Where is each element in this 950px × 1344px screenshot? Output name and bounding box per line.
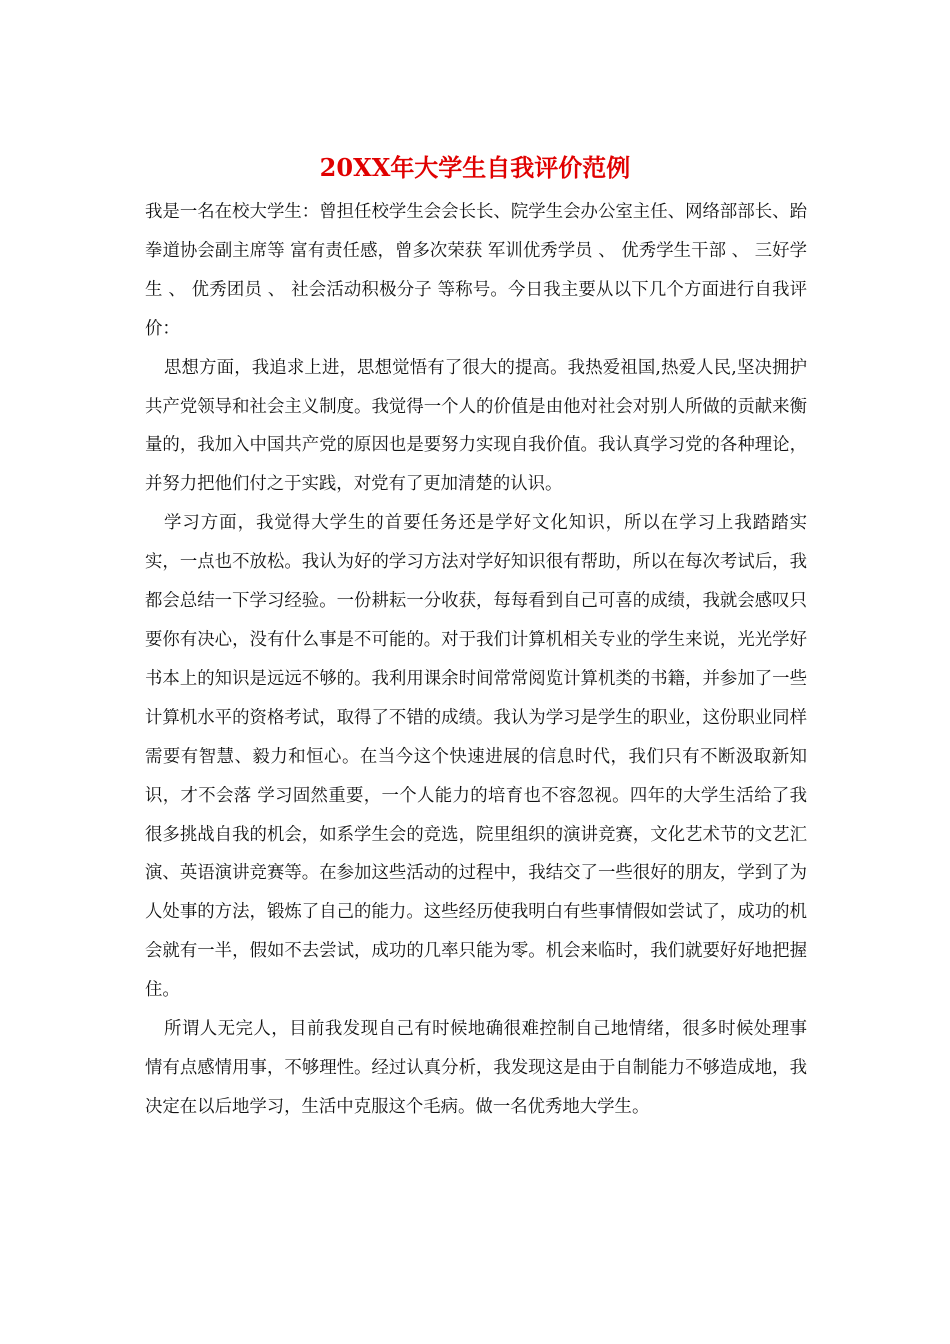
document-body [145,193,807,1127]
ideology-paragraph: 思想方面，我追求上进，思想觉悟有了很大的提高。我热爱祖国,热爱人民,坚决拥护共产党领导和社会主义制度。我觉得一个人的价值是由他对社会对别人所做的贡献来衡量的，我加入中国共产党的原因也是要努力实现自我价值。我认真学习党的各种理论，并努力把他们付之于实践，对党有了更加清楚的认识。 [145,357,807,495]
shortcomings-paragraph: 所谓人无完人，目前我发现自己有时候地确很难控制自己地情绪，很多时候处理事情有点感情用事，不够理性。经过认真分析，我发现这是由于自制能力不够造成地，我决定在以后地学习，生活中克服这个毛病。做一名优秀地大学生。 [145,1019,807,1117]
intro-paragraph: 我是一名在校大学生：曾担任校学生会会长长、院学生会办公室主任、网络部部长、跆拳道协会副主席等 富有责任感，曾多次荣获 军训优秀学员 、 优秀学生干部 、 三好学生 、 优秀团员 、 社会活动积极分子 等称号。今日我主要从以下几个方面进行自我评价： [145,202,807,339]
study-paragraph: 学习方面，我觉得大学生的首要任务还是学好文化知识，所以在学习上我踏踏实实，一点也不放松。我认为好的学习方法对学好知识很有帮助，所以在每次考试后，我都会总结一下学习经验。一份耕耘一分收获，每每看到自己可喜的成绩，我就会感叹只要你有决心，没有什么事是不可能的。对于我们计算机相关专业的学生来说，光光学好书本上的知识是远远不够的。我利用课余时间常常阅览计算机类的书籍，并参加了一些计算机水平的资格考试，取得了不错的成绩。我认为学习是学生的职业，这份职业同样需要有智慧、毅力和恒心。在当今这个快速进展的信息时代，我们只有不断汲取新知识，才不会落 学习固然重要，一个人能力的培育也不容忽视。四年的大学生活给了我很多挑战自我的机会，如系学生会的竞选，院里组织的演讲竞赛，文化艺术节的文艺汇演、英语演讲竞赛等。在参加这些活动的过程中，我结交了一些很好的朋友，学到了为人处事的方法，锻炼了自己的能力。这些经历使我明白有些事情假如尝试了，成功的机会就有一半，假如不去尝试，成功的几率只能为零。机会来临时，我们就要好好地把握住。 [145,513,807,1001]
document-title: 20XX年大学生自我评价范例 [319,153,631,182]
